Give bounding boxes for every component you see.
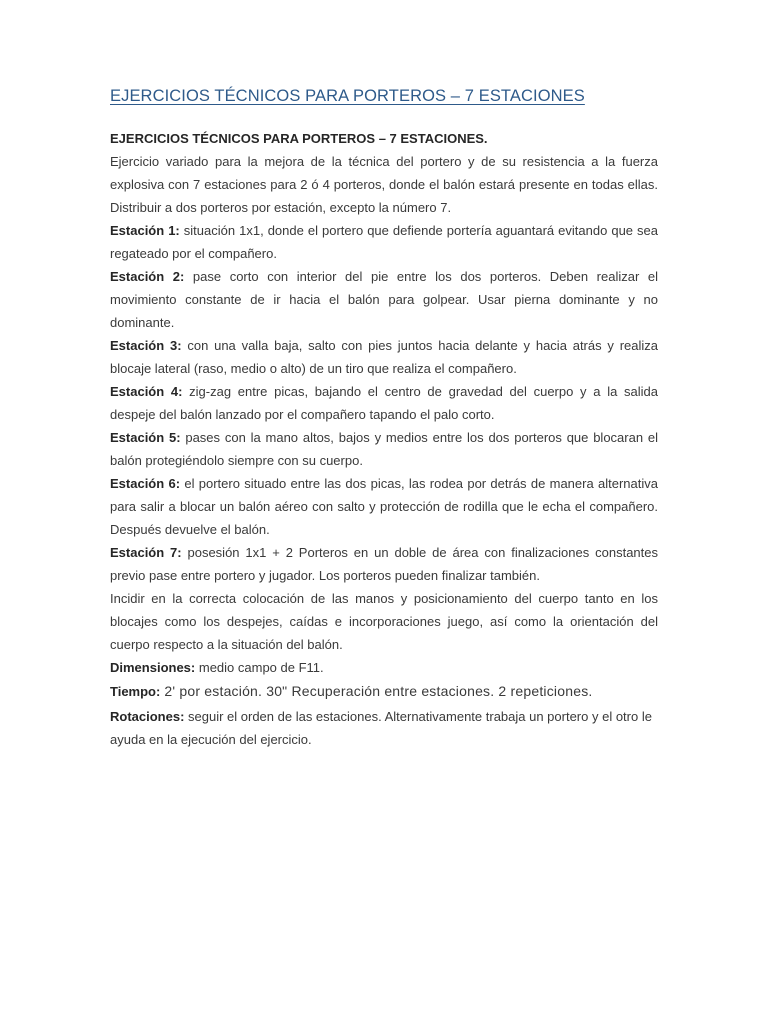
station-2-paragraph <box>110 265 658 334</box>
station-6-label: Estación 6: <box>110 476 181 491</box>
station-5-paragraph <box>110 426 658 472</box>
station-6-paragraph <box>110 472 658 541</box>
note-paragraph: Incidir en la correcta colocación de las manos y posicionamiento del cuerpo tanto en los blocajes como los despejes, caídas e incorporaciones juego, así como la orientación del cuerpo respecto a la situación del balón. <box>110 591 658 652</box>
station-3-label: Estación 3: <box>110 338 182 353</box>
station-6-text: el portero situado entre las dos picas, las rodea por detrás de manera alternativa para salir a blocar un balón aéreo con salto y protección de rodilla que le echa el compañero. Después devuelve el balón. <box>110 476 658 537</box>
dimensiones-paragraph <box>110 656 658 679</box>
station-7-text: posesión 1x1 + 2 Porteros en un doble de área con finalizaciones constantes previo pase entre portero y jugador. Los porteros pueden finalizar también. <box>110 545 658 583</box>
tiempo-text: 2' por estación. 30" Recuperación entre estaciones. 2 repeticiones. <box>160 683 593 699</box>
station-4-text: zig-zag entre picas, bajando el centro de gravedad del cuerpo y a la salida despeje del balón lanzado por el compañero tapando el palo corto. <box>110 384 658 422</box>
dimensiones-label: Dimensiones: <box>110 660 196 675</box>
station-3-text: con una valla baja, salto con pies juntos hacia delante y hacia atrás y realiza blocaje lateral (raso, medio o alto) de un tiro que realiza el compañero. <box>110 338 658 376</box>
rotaciones-text: seguir el orden de las estaciones. Alternativamente trabaja un portero y el otro le ayuda en la ejecución del ejercicio. <box>110 709 652 747</box>
tiempo-label: Tiempo: <box>110 684 161 699</box>
station-1-label: Estación 1: <box>110 223 180 238</box>
document-title: EJERCICIOS TÉCNICOS PARA PORTEROS – 7 ESTACIONES <box>110 87 585 105</box>
station-4-paragraph <box>110 380 658 426</box>
station-7-label: Estación 7: <box>110 545 182 560</box>
station-3-paragraph <box>110 334 658 380</box>
station-5-text: pases con la mano altos, bajos y medios entre los dos porteros que blocaran el balón protegiéndolo siempre con su cuerpo. <box>110 430 658 468</box>
station-1-text: situación 1x1, donde el portero que defiende portería aguantará evitando que sea regateado por el compañero. <box>110 223 658 261</box>
dimensiones-text: medio campo de F11. <box>195 660 324 675</box>
station-2-text: pase corto con interior del pie entre los dos porteros. Deben realizar el movimiento constante de ir hacia el balón para golpear. Usar pierna dominante y no dominante. <box>110 269 659 330</box>
station-4-label: Estación 4: <box>110 384 183 399</box>
rotaciones-paragraph <box>110 705 658 751</box>
rotaciones-label: Rotaciones: <box>110 709 185 724</box>
station-7-paragraph <box>110 541 658 587</box>
station-2-label: Estación 2: <box>110 269 185 284</box>
document-page <box>110 84 658 751</box>
station-1-paragraph <box>110 219 658 265</box>
document-subtitle: EJERCICIOS TÉCNICOS PARA PORTEROS – 7 ESTACIONES. <box>110 131 488 146</box>
tiempo-paragraph <box>110 679 658 704</box>
station-5-label: Estación 5: <box>110 430 181 445</box>
intro-paragraph: Ejercicio variado para la mejora de la técnica del portero y de su resistencia a la fuerza explosiva con 7 estaciones para 2 ó 4 porteros, donde el balón estará presente en todas ellas. Distribuir a dos porteros por estación, excepto la número 7. <box>110 154 658 215</box>
